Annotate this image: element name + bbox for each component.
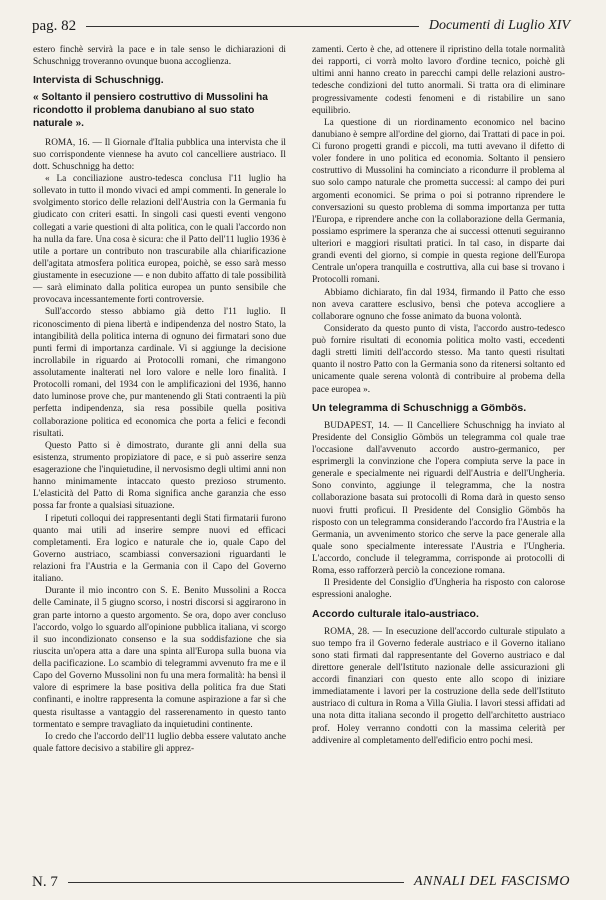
paragraph: La questione di un riordinamento economico nel bacino danubiano è sempre all'ordine del giorno, dai Trattati di pace in poi. Ci furono progetti grandi e piccoli, ma tutti avevano il difetto di voler fondere in uno politica ed economia. Soltanto il pensiero costruttivo di Mussolini ha cominciato a ricondurre il problema al suo solo campo naturale che prometta successi: al campo dei puri argomenti economici. Se prima o poi si potranno riprendere le conversazioni su questo problema di somma importanza per tutta l'Europa, e riprendere anche con la collaborazione della Germania, possiamo esprimere la speranza che ai successi ottenuti seguiranno ulteriori e maggiori risultati pratici. In tal caso, in disparte dai grandi eventi del giorno, si compie in questa regione dell'Europa Centrale un'opera tranquilla e costruttiva, alla cui base si trovano i Protocolli romani. [312,117,565,286]
journal-title: ANNALI DEL FASCISMO [414,874,570,889]
paragraph: ROMA, 28. — In esecuzione dell'accordo culturale stipulato a suo tempo fra il Governo federale austriaco e il Governo italiano sono stati firmati dal rappresentante del Governo austriaco e dal direttore generale dell'Istituto nazionale delle assicurazioni gli accordi finanziari con questo ente allo scopo di iniziare immediatamente i lavori per la costruzione della sede dell'Istituto austriaco di cultura in Roma a Villa Giulia. I lavori stessi affidati ad una nota ditta italiana secondo il progetto dell'architetto austriaco prof. Holey verranno condotti con la massima celerità per addivenire al completamento dell'edificio entro pochi mesi. [312,626,565,746]
paragraph: BUDAPEST, 14. — Il Cancelliere Schuschnigg ha inviato al Presidente del Consiglio Gömbös un telegramma col quale trae l'occasione dall'avvenuto accordo austro-germanico, per esprimergli la convinzione che l'opera compiuta serve la pace in generale e specialmente nei riguardi dell'Austria e dell'Ungheria. Sono convinto, aggiunge il telegramma, che la nostra collaborazione basata sui protocolli di Roma darà in questo senso nuovi frutti proficui. Il Presidente del Consiglio Gömbös ha risposto con un telegramma considerando l'accordo fra l'Austria e la Germania, un avvenimento storico che serve la pace generale alla quale sono specialmente interessate l'Austria e l'Ungheria. L'accordo, conclude il telegramma, corrisponde ai protocolli di Roma, esso rafforzerà perciò la concezione romana. [312,420,565,577]
paragraph: estero finchè servirà la pace e in tale senso le dichiarazioni di Schuschnigg troveranno ovunque buona accoglienza. [33,45,286,68]
paragraph: Io credo che l'accordo dell'11 luglio debba essere valutato anche quale fattore decisivo a stabilire gli apprez- [33,731,286,754]
paragraph: Il Presidente del Consiglio d'Ungheria ha risposto con calorose espressioni analoghe. [312,578,565,601]
paragraph: ROMA, 16. — Il Giornale d'Italia pubblica una intervista che il suo corrispondente viennese ha avuto col cancelliere austriaco. Il dott. Schuschnigg ha detto: [33,137,286,172]
running-title: Documenti di Luglio XIV [428,18,570,33]
paragraph: Durante il mio incontro con S. E. Benito Mussolini a Rocca delle Caminate, il 5 giugno scorso, i nostri discorsi si aggirarono in gran parte intorno a questo argomento. Se ora, dopo aver concluso l'accordo, volgo lo sguardo all'opinione pubblica italiana, vi scorgo il suo incondizionato consenso e la sua soddisfazione che sia riuscita un'opera atta a dare una spinta all'Europa sulla buona via della pacificazione. Lo scambio di telegrammi avvenuto fra me e il Capo del Governo Mussolini non fu una mera formalità: ha bensì il valore di esprimere la base positiva della politica fra due Stati confinanti, e inoltre rappresenta la comune aspirazione a far sì che questa risultasse a vantaggio del rasserenamento in questo tanto tormentato e sempre travagliato da inquietudini continente. [33,586,286,730]
paragraph: « La conciliazione austro-tedesca conclusa l'11 luglio ha sollevato in tutto il mondo vivaci ed ampi commenti. In generale lo svolgimento storico delle relazioni dell'Austria con la Germania fu giudicato con criteri esatti. In singoli casi questi eventi vengono collegati a varie questioni di alta politica, con le quali l'accordo non ha nulla da fare. Una cosa è sicura: che il Patto dell'11 luglio 1936 è utile a portare un contributo non trascurabile alla chiarificazione dell'agitata atmosfera politica europea, poichè, se esso sarà messo giustamente in esecuzione — e non dubito affatto di tale possibilità — sarà eliminato dalla politica europea un punto sensibile che provocava incessantemente forti controversie. [33,174,286,306]
page-header [32,16,570,36]
footer-rule [68,882,404,883]
paragraph: Considerato da questo punto di vista, l'accordo austro-tedesco può fornire risultati di economia politica molto vasti, eccedenti dagli stretti limiti dell'accordo stesso. Ma tanto questi risultati quanto il nostro Patto con la Germania sono da ritenersi soltanto ed unicamente quale serena volontà di contribuire al probema della pace europea ». [312,323,565,395]
interview-subtitle: « Soltanto il pensiero costruttivo di Mussolini ha ricondotto il problema danubiano al suo stato naturale ». [33,92,268,129]
right-column [312,44,565,747]
paragraph: Sull'accordo stesso abbiamo già detto l'11 luglio. Il riconoscimento di piena libertà e indipendenza del nostro Stato, la intangibilità della politica interna di ognuno dei firmatari sono due punti fermi di importanza cardinale. Vi si aggiunge la decisione incrollabile in riguardo ai Protocolli romani, che rimangono assolutamente inalterati nel loro valore e nelle loro finalità. I Protocolli romani, del 1934 con le amplificazioni del 1936, hanno dato luminose prove che, pur mantenendo gli Stati contraenti la più perfetta indipendenza, sia resa possibile quella positiva collaborazione politica ed economica che porta a felici e fecondi risultati. [33,307,286,439]
left-column [33,44,286,755]
page-number: pag. 82 [32,17,77,34]
paragraph: Questo Patto si è dimostrato, durante gli anni della sua esistenza, strumento propiziatore di pace, e si può asserire senza esagerazione che l'inquietudine, il nervosismo degli ultimi anni non hanno minimamente intaccato questo prezioso strumento. L'elasticità del Patto di Roma significa anche garanzia che esso possa far fronte a qualsiasi situazione. [33,440,286,512]
paragraph: I ripetuti colloqui dei rappresentanti degli Stati firmatarii furono quanto mai utili ad inserire sempre nuovi ed efficaci completamenti. Era logico e naturale che io, quale Capo del Governo austriaco, scambiassi conversazioni riguardanti le relazioni fra l'Austria e la Germania con il Capo del Governo italiano. [33,513,286,585]
section-heading-interview: Intervista di Schuschnigg. [33,74,164,87]
section-heading-telegram: Un telegramma di Schuschnigg a Gömbös. [312,401,527,414]
issue-number: N. 7 [32,873,58,890]
header-rule [86,26,419,27]
paragraph: zamenti. Certo è che, ad ottenere il ripristino della totale normalità dei rapporti, ci vorrà molto lavoro d'ordine tecnico, poichè gli ultimi anni hanno creato in parecchi campi delle relazioni austro-tedesche condizioni del tutto anormali. Si tratta ora di eliminare progressivamente codesti fenomeni e di ristabilire un sano equilibrio. [312,45,565,116]
page-footer [32,872,570,892]
section-heading-cultural: Accordo culturale italo-austriaco. [312,607,479,620]
paragraph: Abbiamo dichiarato, fin dal 1934, firmando il Patto che esso non aveva carattere esclusivo, bensì che poteva accogliere a collaborare ognuno che fosse animato da buona volontà. [312,287,565,322]
